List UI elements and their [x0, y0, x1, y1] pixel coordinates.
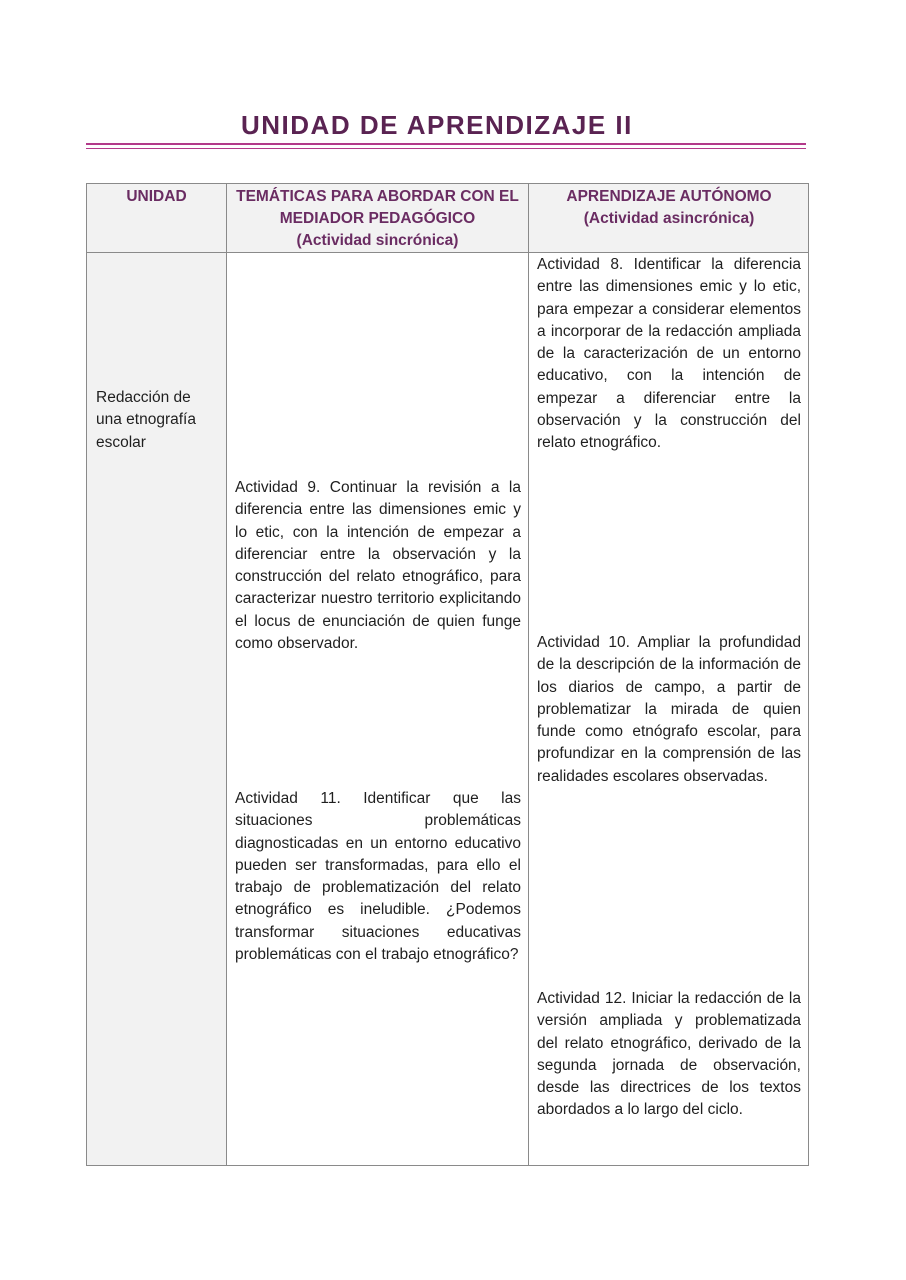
header-divider [87, 252, 808, 253]
column-divider [226, 184, 227, 1165]
activity-9-cell: Actividad 9. Continuar la revisión a la diferencia entre las dimensiones emic y lo etic, con la intención de empezar a diferenciar entre la observación y la construcción del relato etnográfico, para caracterizar nuestro territorio explicitando el locus de enunciación de quien funge como observador. [235, 479, 521, 653]
title-underline [86, 143, 806, 149]
header-unidad: UNIDAD [126, 188, 187, 205]
activity-10-cell: Actividad 10. Ampliar la profundidad de la descripción de la información de los diarios de campo, a partir de problematizar la mirada de quien funde como etnógrafo escolar, para profundizar en la comprensión de las realidades escolares observadas. [537, 634, 801, 785]
header-tematicas: TEMÁTICAS PARA ABORDAR CON EL MEDIADOR PEDAGÓGICO (Actividad sincrónica) [236, 188, 519, 249]
page-title: UNIDAD DE APRENDIZAJE II [241, 110, 633, 140]
activity-8-cell: Actividad 8. Identificar la diferencia entre las dimensiones emic y lo etic, para empezar a considerar elementos a incorporar de la redacción ampliada de la caracterización de un entorno educativo, con la intención de empezar a diferenciar entre la observación y la construcción del relato etnográfico. [537, 256, 801, 452]
header-aprendizaje-autonomo: APRENDIZAJE AUTÓNOMO (Actividad asincrónica) [566, 188, 772, 227]
unit-name-cell: Redacción de una etnografía escolar [96, 389, 196, 451]
activity-11-cell: Actividad 11. Identificar que las situaciones problemáticas diagnosticadas en un entorno educativo pueden ser transformadas, para ello el trabajo de problematización del relato etnográfico es ineludible. ¿Podemos transformar situaciones educativas problemáticas con el trabajo etnográfico? [235, 790, 521, 964]
activity-12-cell: Actividad 12. Iniciar la redacción de la versión ampliada y problematizada del relato etnográfico, derivado de la segunda jornada de observación, desde las directrices de los textos abordados a lo largo del ciclo. [537, 990, 801, 1119]
learning-unit-table [86, 183, 809, 1166]
column-divider [528, 184, 529, 1165]
